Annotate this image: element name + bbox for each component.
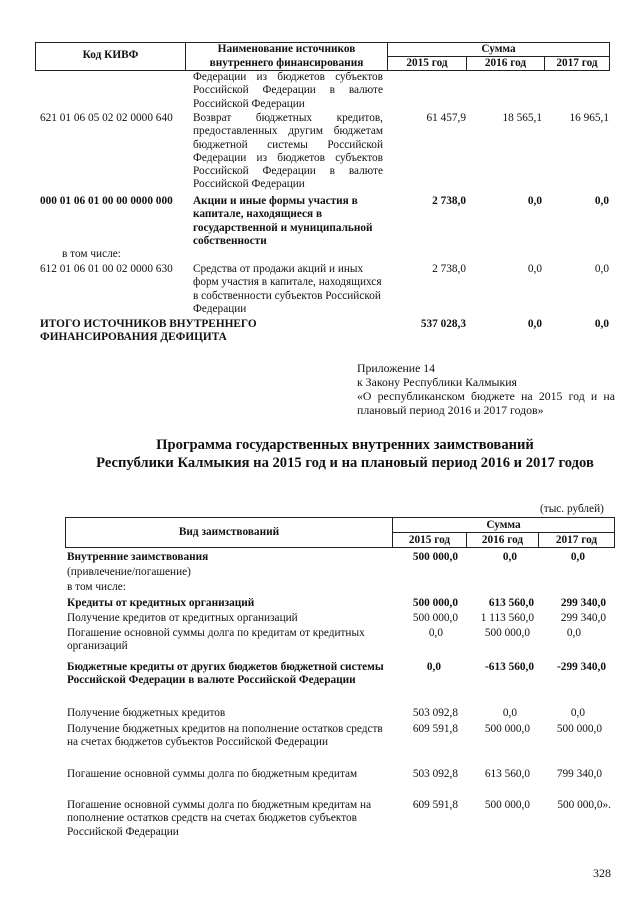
row-value-2015: 2 738,0 [432,263,466,275]
row-value-2016: -613 560,0 [485,661,534,673]
header-name-line1: Наименование источников [217,43,356,55]
row-value-2016: 0,0 [527,195,542,207]
total-value-2015: 537 028,3 [420,318,466,330]
row-value-2016: 500 000,0 [484,799,530,811]
row-name: Средства от продажи акций и иных форм участия в капитале, находящихся в собственности субъектов Российской Федерации [193,263,382,315]
row-value-2017: 0,0 [594,195,609,207]
appendix-line2: к Закону Республики Калмыкия [357,375,517,389]
row-value-2015: 609 591,8 [412,799,458,811]
row-name: (привлечение/погашение) [67,566,191,578]
row-value-2016: 0,0 [502,551,517,563]
title-line2: Республики Калмыкия на 2015 год и на плановый период 2016 и 2017 годов [96,455,594,471]
row-name: Погашение основной суммы долга по бюджетным кредитам [67,768,358,780]
row-value-2015: 503 092,8 [412,707,458,719]
row-name: Получение бюджетных кредитов на пополнение остатков средств на счетах бюджетов субъектов Российской Федерации [67,723,383,749]
row-value-2015: 503 092,8 [412,768,458,780]
row-value-2017: 0,0 [570,707,585,719]
row-value-2016: 18 565,1 [502,112,542,124]
row-value-2017: 500 000,0 [556,723,602,735]
row-name: Получение кредитов от кредитных организаций [67,612,298,624]
row-value-2016: 1 113 560,0 [480,612,534,624]
units-label: (тыс. рублей) [540,503,604,515]
row-value-2016: 0,0 [527,263,542,275]
row-value-2017: 500 000,0». [557,799,611,811]
row-code: 612 01 06 01 00 02 0000 630 [40,263,173,275]
row-name: Погашение основной суммы долга по кредитам от кредитных организаций [67,627,365,653]
row-value-2015: 2 738,0 [432,195,466,207]
header-sum: Сумма [486,519,521,531]
header-sum: Сумма [481,43,516,55]
row-name: Погашение основной суммы долга по бюджетным кредитам на пополнение остатков средств на счетах бюджетов субъектов Российской Федерации [67,799,372,838]
header-type: Вид заимствований [178,526,280,538]
appendix-line1: Приложение 14 [357,361,436,375]
row-name: Бюджетные кредиты от других бюджетов бюджетной системы Российской Федерации в валюте Российской Федерации [67,661,384,687]
row-value-2015: 500 000,0 [412,597,458,609]
row-value-2017: 0,0 [566,627,581,639]
row-value-2017: 16 965,1 [569,112,609,124]
header-year-2017: 2017 год [556,57,598,69]
row-value-2016: 613 560,0 [488,597,534,609]
total-value-2016: 0,0 [527,318,542,330]
row-code: 621 01 06 05 02 02 0000 640 [40,112,173,124]
row-value-2017: 0,0 [570,551,585,563]
row-name: Акции и иные формы участия в капитале, находящиеся в государственной и муниципальной собственности [193,195,373,247]
row-value-2017: -299 340,0 [557,661,606,673]
total-label: ИТОГО ИСТОЧНИКОВ ВНУТРЕННЕГО ФИНАНСИРОВАНИЯ ДЕФИЦИТА [40,318,257,344]
row-value-2017: 299 340,0 [560,612,606,624]
row-value-2015: 0,0 [426,661,441,673]
row-value-2015: 500 000,0 [412,612,458,624]
header-name-line2: внутреннего финансирования [209,57,364,69]
row-name: Возврат бюджетных кредитов, предоставленных другим бюджетам бюджетной системы Российской Федерации из бюджетов субъектов Российской Федерации в валюте Российской Федерации [193,112,383,191]
page-number: 328 [593,866,611,880]
total-value-2017: 0,0 [594,318,609,330]
row-name: Внутренние заимствования [67,551,209,563]
header-year-2015: 2015 год [408,534,451,546]
header-year-2015: 2015 год [406,57,448,69]
continuation-text: Федерации из бюджетов субъектов Российской Федерации в валюте Российской Федерации [193,71,383,110]
row-value-2015: 0,0 [428,627,443,639]
row-value-2015: 609 591,8 [412,723,458,735]
row-value-2017: 299 340,0 [560,597,606,609]
row-code: 000 01 06 01 00 00 0000 000 [40,195,173,207]
row-value-2015: 61 457,9 [426,112,466,124]
row-value-2016: 0,0 [502,707,517,719]
header-year-2016: 2016 год [484,57,527,69]
row-value-2016: 500 000,0 [484,627,530,639]
row-value-2016: 613 560,0 [484,768,530,780]
header-code: Код КИВФ [82,49,139,61]
title-line1: Программа государственных внутренних заимствований [156,437,534,453]
appendix-line3: «О республиканском бюджете на 2015 год и на плановый период 2016 и 2017 годов» [357,389,615,417]
row-value-2017: 799 340,0 [556,768,602,780]
page-title [60,436,630,472]
row-value-2015: 500 000,0 [412,551,458,563]
row-name: в том числе: [67,581,126,593]
row-name: Кредиты от кредитных организаций [67,597,255,609]
header-year-2017: 2017 год [555,534,598,546]
header-year-2016: 2016 год [481,534,524,546]
row-name: Получение бюджетных кредитов [67,707,226,719]
including-label: в том числе: [62,248,121,260]
row-value-2016: 500 000,0 [484,723,530,735]
row-value-2017: 0,0 [594,263,609,275]
